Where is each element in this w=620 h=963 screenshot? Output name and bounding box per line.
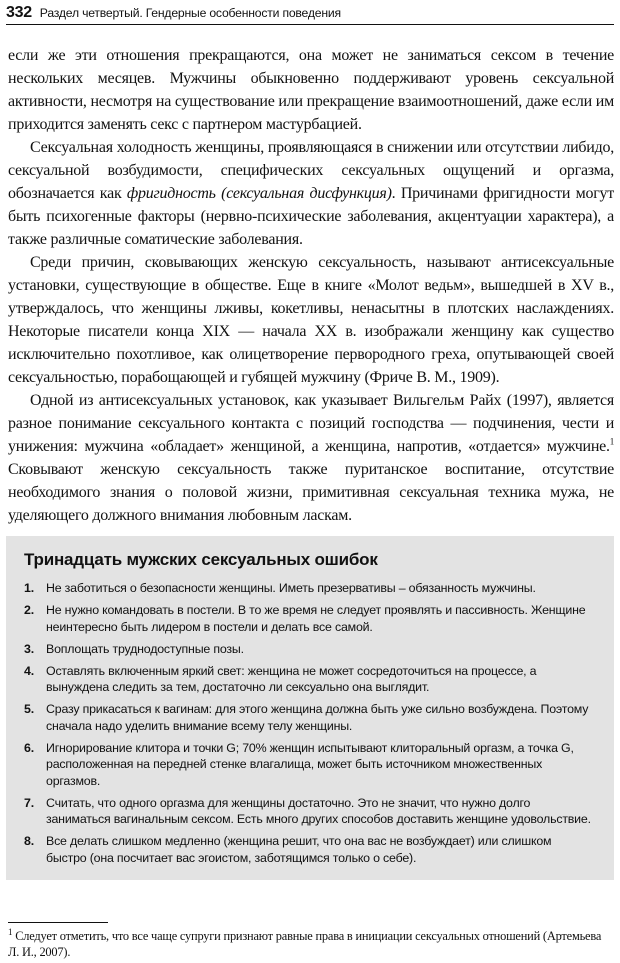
list-item-number: 4. xyxy=(24,663,34,678)
list-item xyxy=(24,740,594,790)
paragraph-4-text-a: Одной из антисексуальных установок, как указывает Вильгельм Райх (1997), является разное понимание сексуального контакта с позиций господства — подчинения, чести и унижения: мужчина «обладает» женщиной, а женщина, напротив, «отдается» мужчине. xyxy=(8,392,614,455)
list-item-number: 1. xyxy=(24,581,34,595)
paragraph-1-text: если же эти отношения прекращаются, она может не заниматься сексом в течение нескольких месяцев. Мужчины обыкновенно поддерживают уровень сексуальной активности, несмотря на существование или прекращение взаимоотношений, даже если им приходится заменять секс с партнером мастурбацией. xyxy=(8,47,614,133)
list-item xyxy=(24,663,594,696)
list-item-number: 8. xyxy=(24,834,34,848)
page-number: 332 xyxy=(6,4,32,21)
sidebar-box xyxy=(6,536,614,880)
list-item-text: Оставлять включенным яркий свет: женщина не может сосредоточиться на процессе, а вынуждена следить за тем, достаточно ли сексуально она выглядит. xyxy=(46,663,537,694)
paragraph-1 xyxy=(8,44,614,136)
footnote-text: Следует отметить, что все чаще супруги признают равные права в инициации сексуальных отношений (Артемьева Л. И., 2007). xyxy=(8,929,602,959)
list-item-number: 3. xyxy=(24,641,34,656)
term-frigidity: фригидность (сексуальная дисфункция) xyxy=(126,185,392,202)
footnote-ref[interactable]: 1 xyxy=(609,436,614,447)
list-item-text: Все делать слишком медленно (женщина решит, что она вас не возбуждает) или слишком быстро (она посчитает вас эгоистом, заботящимся только о себе). xyxy=(46,834,552,865)
footnote-divider xyxy=(8,922,108,923)
paragraph-2 xyxy=(8,136,614,251)
page-header xyxy=(6,2,614,25)
list-item xyxy=(24,795,594,828)
list-item-text: Не заботиться о безопасности женщины. Иметь презервативы – обязанность мужчины. xyxy=(46,581,536,595)
paragraph-2-text-a: Сексуальная холодность женщины, проявляющаяся в снижении или отсутствии либидо, сексуальной возбудимости, специфических сексуальных ощущений и оргазма, обозначается как xyxy=(8,139,614,202)
footnote xyxy=(8,928,614,960)
list-item-number: 2. xyxy=(24,603,34,617)
list-item-number: 5. xyxy=(24,702,34,716)
paragraph-3 xyxy=(8,251,614,389)
list-item-text: Не нужно командовать в постели. В то же время не следует проявлять и пассивность. Женщине неинтересно быть лидером в постели и делать все самой. xyxy=(46,603,586,634)
sidebar-list xyxy=(24,580,594,866)
list-item-text: Игнорирование клитора и точки G; 70% женщин испытывают клиторальный оргазм, а точка G, расположенная на передней стенке влагалища, может быть источником множественных оргазмов. xyxy=(46,740,574,788)
list-item-number: 6. xyxy=(24,740,34,755)
footnote-marker: 1 xyxy=(8,926,13,937)
list-item xyxy=(24,580,594,597)
list-item xyxy=(24,641,594,658)
running-head: Раздел четвертый. Гендерные особенности поведения xyxy=(39,6,341,20)
sidebar-title: Тринадцать мужских сексуальных ошибок xyxy=(24,550,378,569)
list-item-text: Сразу прикасаться к вагинам: для этого женщина должна быть уже сильно возбуждена. Поэтому сначала надо уделить внимание всему телу женщины. xyxy=(46,702,589,733)
list-item-text: Считать, что одного оргазма для женщины достаточно. Это не значит, что нужно долго заниматься вагинальным сексом. Есть много других способов доставить женщине удовольствие. xyxy=(46,795,591,826)
paragraph-4 xyxy=(8,389,614,527)
paragraph-4-text-b: Сковывают женскую сексуальность также пуританское воспитание, отсутствие необходимого знания о половой жизни, примитивная сексуальная техника мужа, не уделяющего должного внимания любовным ласкам. xyxy=(8,461,614,524)
list-item xyxy=(24,701,594,734)
paragraph-3-text: Среди причин, сковывающих женскую сексуальность, называют антисексуальные установки, существующие в обществе. Еще в книге «Молот ведьм», вышедшей в XV в., утверждалось, что женщины лживы, кокетливы, ненасытны в плотских наслаждениях. Некоторые писатели конца XIX — начала XX в. изображали женщину как существо исключительно похотливое, как олицетворение первородного греха, опутывающей своей сексуальностью, порабощающей и губящей мужчину (Фриче В. М., 1909). xyxy=(8,254,614,386)
list-item-number: 7. xyxy=(24,795,34,810)
list-item xyxy=(24,833,594,866)
list-item xyxy=(24,602,594,635)
paragraph-2-text-b: . Причинами фригидности могут быть психогенные факторы (нервно-психические заболевания, акцентуации характера), а также различные соматические заболевания. xyxy=(8,185,614,248)
list-item-text: Воплощать труднодоступные позы. xyxy=(46,641,244,656)
body-text xyxy=(8,44,614,527)
